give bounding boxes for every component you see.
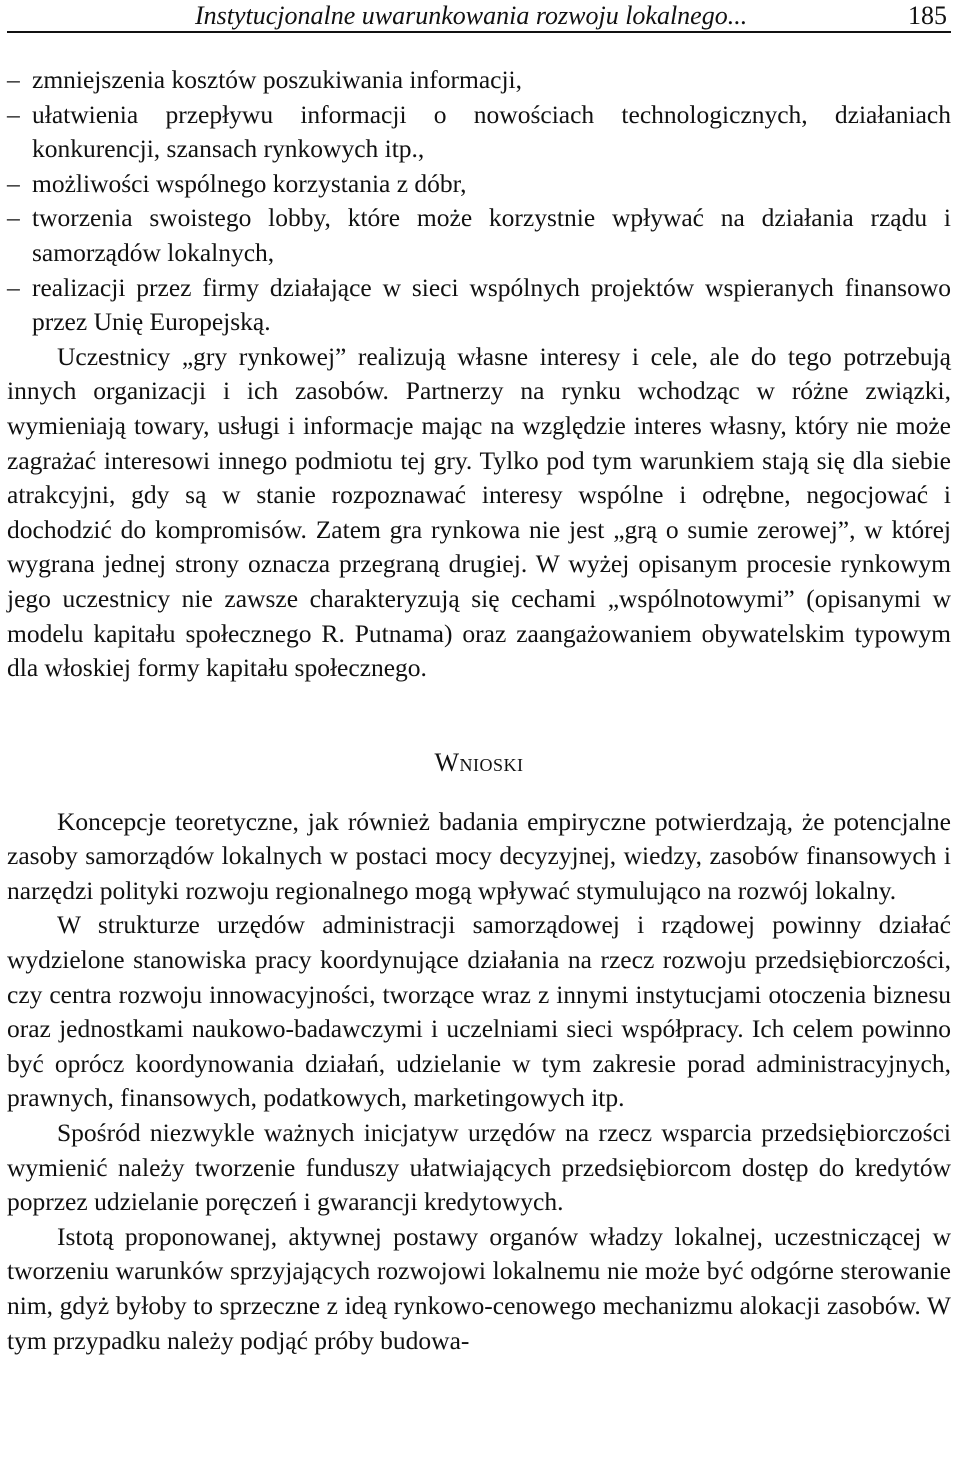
list-item: – zmniejszenia kosztów poszukiwania informacji, bbox=[7, 63, 951, 98]
section-heading: Wnioski bbox=[434, 747, 524, 777]
list-item: – tworzenia swoistego lobby, które może korzystnie wpływać na działania rządu i samorządów lokalnych, bbox=[7, 201, 951, 270]
running-title: Instytucjonalne uwarunkowania rozwoju lokalnego... bbox=[195, 1, 748, 30]
body-paragraph: Uczestnicy „gry rynkowej” realizują własne interesy i cele, ale do tego potrzebują innych organizacji i ich zasobów. Partnerzy na rynku wchodząc w różne związki, wymieniają towary, usługi i informacje mając na względzie interes własny, który nie może zagrażać interesowi innego podmiotu tej gry. Tylko pod tym warunkiem stają się dla siebie atrakcyjni, gdy są w stanie rozpoznawać interesy wspólne i odrębne, negocjować i dochodzić do kompromisów. Zatem gra rynkowa nie jest „grą o sumie zerowej”, w której wygrana jednej strony oznacza przegraną drugiej. W wyżej opisanym procesie rynkowym jego uczestnicy nie zawsze charakteryzują się cechami „wspólnotowymi” (opisanymi w modelu kapitału społecznego R. Putnama) oraz zaangażowaniem obywatelskim typowym dla włoskiej formy kapitału społecznego. bbox=[7, 341, 951, 683]
list-item: – ułatwienia przepływu informacji o nowościach technologicznych, działaniach konkurencji, szansach rynkowych itp., bbox=[7, 98, 951, 167]
conclusion-paragraph: W strukturze urzędów administracji samorządowej i rządowej powinny działać wydzielone stanowiska pracy koordynujące działania na rzecz rozwoju przedsiębiorczości, czy centra rozwoju innowacyjności, tworzące wraz z innymi instytucjami otoczenia biznesu oraz jednostkami naukowo-badawczymi i uczelniami sieci współpracy. Ich celem powinno być oprócz koordynowania działań, udzielanie w tym zakresie porad administracyjnych, prawnych, finansowych, podatkowych, marketingowych itp. bbox=[7, 910, 951, 1113]
list-item: – możliwości wspólnego korzystania z dóbr, bbox=[7, 167, 951, 202]
conclusion-paragraph: Koncepcje teoretyczne, jak również badania empiryczne potwierdzają, że potencjalne zasoby samorządów lokalnych w postaci mocy decyzyjnej, wiedzy, zasobów finansowych i narzędzi polityki rozwoju regionalnego mogą wpływać stymulująco na rozwój lokalny. bbox=[7, 806, 951, 905]
page-number: 185 bbox=[908, 1, 947, 30]
conclusion-paragraph: Istotą proponowanej, aktywnej postawy organów władzy lokalnej, uczestniczącej w tworzeniu warunków sprzyjających rozwojowi lokalnemu nie może być odgórne sterowanie nim, gdyż byłoby to sprzeczne z ideą rynkowo-cenowego mechanizmu alokacji zasobów. W tym przypadku należy podjąć próby budowa- bbox=[7, 1221, 951, 1355]
conclusion-paragraph: Spośród niezwykle ważnych inicjatyw urzędów na rzecz wsparcia przedsiębiorczości wymienić należy tworzenie funduszy ułatwiających przedsiębiorcom dostęp do kredytów poprzez udzielanie poręczeń i gwarancji kredytowych. bbox=[7, 1118, 951, 1217]
page-body bbox=[7, 63, 951, 1358]
list-item: – realizacji przez firmy działające w sieci wspólnych projektów wspieranych finansowo przez Unię Europejską. bbox=[7, 271, 951, 340]
bullet-list bbox=[7, 63, 951, 340]
running-header bbox=[7, 0, 951, 33]
